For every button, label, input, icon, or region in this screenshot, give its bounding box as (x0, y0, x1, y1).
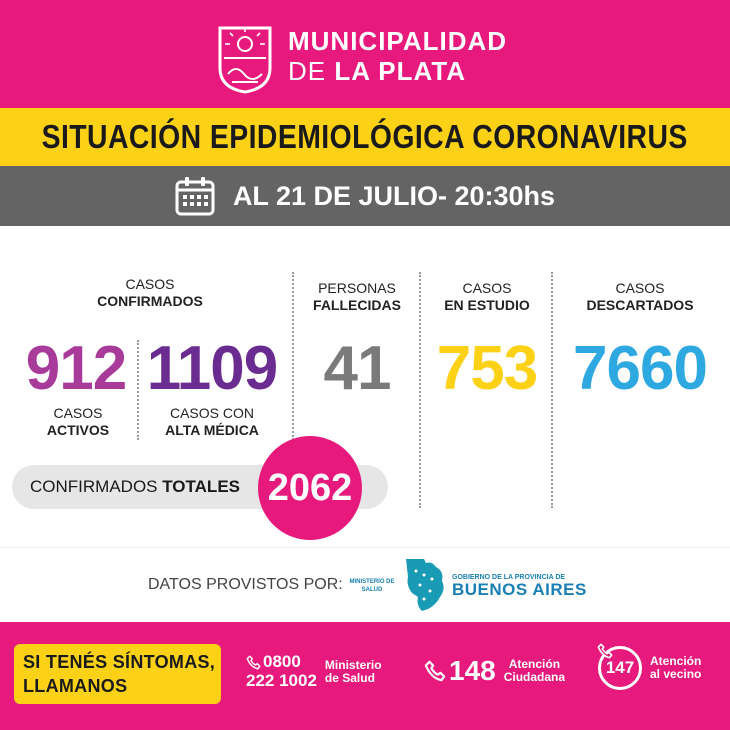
symptoms-line2: LLAMANOS (23, 676, 128, 696)
contact-ministry-label (325, 659, 382, 685)
contact-neighbor-label-l2: al vecino (650, 667, 702, 681)
province-map-icon (402, 555, 448, 613)
contact-neighbor-label (650, 655, 701, 681)
contact-ministry[interactable] (246, 652, 382, 691)
phone-icon (597, 643, 613, 659)
contact-ministry-number-top (246, 652, 301, 672)
province-small-text: GOBIERNO DE LA PROVINCIA DE (452, 574, 566, 581)
symptoms-box (14, 644, 221, 704)
date-band (0, 166, 730, 226)
discarded-header (560, 280, 720, 314)
active-cases-label-l1: CASOS (53, 405, 103, 421)
separator-discarded (551, 272, 553, 508)
study-header-l1: CASOS (462, 280, 512, 296)
deaths-header-l1: PERSONAS (318, 280, 396, 296)
municipality-line2 (288, 56, 507, 86)
symptoms-line1: SI TENÉS SÍNTOMAS, (23, 652, 216, 672)
contact-citizen-num: 148 (449, 655, 496, 686)
municipality-name (288, 26, 507, 86)
separator-deaths (292, 272, 294, 440)
municipality-line2-prefix: DE (288, 56, 335, 86)
page-title: SITUACIÓN EPIDEMIOLÓGICA CORONAVIRUS (41, 118, 689, 155)
municipality-line1: MUNICIPALIDAD (288, 26, 508, 56)
report-date: AL 21 DE JULIO- 20:30hs (232, 180, 556, 211)
title-band (0, 108, 730, 166)
municipal-seal-icon (216, 24, 274, 94)
discharged-label (150, 405, 274, 439)
confirmed-header-l2: CONFIRMADOS (97, 293, 203, 309)
phone-icon (246, 655, 261, 670)
discharged-label-l2: ALTA MÉDICA (165, 422, 259, 438)
confirmed-header-l1: CASOS (125, 276, 175, 292)
separator-confirmed (137, 340, 139, 440)
deaths-header-l2: FALLECIDAS (313, 297, 401, 313)
contact-citizen-label-l2: Ciudadana (503, 670, 566, 684)
contact-ministry-label-l2: de Salud (324, 670, 375, 685)
active-cases-label-l2: ACTIVOS (46, 422, 110, 438)
totals-label-prefix: CONFIRMADOS (30, 477, 163, 496)
totals-label-bold: TOTALES (162, 477, 240, 496)
contact-ministry-number (246, 652, 317, 691)
contact-citizen-label (504, 658, 565, 684)
study-value: 753 (436, 334, 538, 403)
discarded-header-l1: CASOS (615, 280, 665, 296)
study-header-l2: EN ESTUDIO (444, 297, 530, 313)
active-cases-value: 912 (25, 334, 127, 403)
contact-ministry-num-l1: 0800 (263, 652, 301, 671)
study-header (428, 280, 546, 314)
contact-ministry-num-l2: 222 1002 (246, 671, 317, 690)
separator-study (419, 272, 421, 508)
contact-citizen-label-l1: Atención (508, 657, 561, 671)
ministry-logo-text: MINISTERIO DE SALUD (349, 579, 395, 593)
calendar-icon (175, 176, 215, 216)
discarded-header-l2: DESCARTADOS (586, 297, 694, 313)
contact-neighbor[interactable] (598, 646, 701, 690)
deaths-header (302, 280, 412, 314)
totals-value-badge (258, 436, 362, 540)
municipality-line2-bold: LA PLATA (334, 56, 467, 86)
contact-ministry-label-l1: Ministerio (324, 657, 382, 672)
province-logo-text (452, 574, 587, 599)
discharged-label-l1: CASOS CON (169, 405, 254, 421)
totals-value: 2062 (267, 466, 353, 509)
phone-icon (424, 660, 446, 682)
province-big-text: BUENOS AIRES (452, 580, 587, 599)
source-label: DATOS PROVISTOS POR: (148, 576, 343, 593)
discharged-value: 1109 (146, 334, 278, 403)
contact-neighbor-badge (598, 646, 642, 690)
contact-neighbor-num: 147 (605, 658, 635, 677)
deaths-value: 41 (323, 334, 391, 403)
confirmed-header (40, 276, 260, 310)
contact-citizen[interactable] (424, 655, 565, 687)
discarded-value: 7660 (573, 334, 707, 403)
divider-line (0, 547, 730, 548)
active-cases-label (30, 405, 126, 439)
contact-neighbor-label-l1: Atención (650, 654, 702, 668)
totals-label (30, 477, 240, 497)
